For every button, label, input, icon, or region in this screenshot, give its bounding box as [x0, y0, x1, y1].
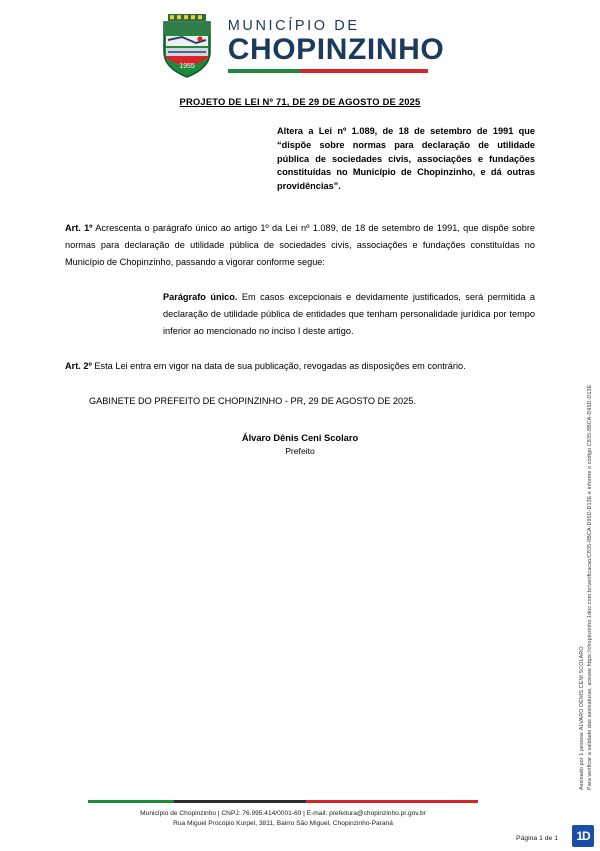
article-2-paragraph	[65, 358, 535, 375]
footer-line-1: Município de Chopinzinho | CNPJ: 76.995.414/0001-60 | E-mail: prefeitura@chopinzinho.pr.gov.br	[140, 809, 426, 817]
validation-signers-line: Assinado por 1 pessoa: ALVARO DÊNIS CENI SCOLARO	[579, 646, 585, 790]
signature-block	[65, 432, 535, 457]
page-title: PROJETO DE LEI Nº 71, DE 29 DE AGOSTO DE 2025	[179, 96, 421, 107]
brand-line-1: MUNICÍPIO DE	[227, 17, 360, 34]
signer-name: Álvaro Dênis Ceni Scolaro	[241, 433, 359, 444]
svg-text:1955: 1955	[178, 63, 195, 70]
article-1-text: Acrescenta o parágrafo único ao artigo 1º da Lei nº 1.089, de 18 de setembro de 1991, que dispõe sobre normas para declaração de utilidade pública de sociedades civis, associações e fundações constituídas no Município de Chopinzinho, passando a vigorar conforme segue:	[65, 222, 535, 268]
footer-rule	[88, 800, 478, 803]
document-preamble: Altera a Lei nº 1.089, de 18 de setembro de 1991 que “dispõe sobre normas para declaração de utilidade pública de sociedades civis, associações e fundações constituídas no Município de Chopinzinho, e dá outras providências”.	[277, 126, 535, 192]
page-number: Página 1 de 1	[516, 835, 558, 842]
closing-line: GABINETE DO PREFEITO DE CHOPINZINHO - PR, 29 DE AGOSTO DE 2025.	[89, 396, 416, 407]
article-1-label: Art. 1º	[65, 222, 93, 233]
signature-validation-strip	[566, 0, 600, 851]
document-header	[0, 0, 600, 80]
sole-paragraph-text: Em casos excepcionais e devidamente justificados, será permitida a declaração de utilidade pública de entidades que tenham personalidade jurídica por tempo inferior ao mencionado no inciso I deste artigo.	[163, 292, 536, 337]
brand-line-2: CHOPINZINHO	[227, 33, 445, 67]
brand-rule	[228, 69, 428, 73]
signer-role: Prefeito	[285, 446, 315, 457]
municipal-coat-of-arms-icon	[156, 12, 218, 80]
brand-block	[228, 19, 445, 74]
document-body	[65, 80, 535, 457]
article-1-paragraph	[65, 220, 535, 271]
document-footer	[0, 800, 566, 829]
footer-line-2: Rua Miguel Procópio Kurpel, 3811, Bairro São Miguel, Chopinzinho-Paraná	[173, 819, 393, 827]
sole-paragraph	[163, 289, 535, 340]
sole-paragraph-label: Parágrafo único.	[163, 292, 238, 303]
onedoc-logo-icon: 1D	[572, 825, 594, 847]
validation-url-line: Para verificar a validade das assinaturas, acesse https://chopinzinho.1doc.com.br/verificacao/C835-8BCA-D95D-D13E e informe o código C835-8BCA-D95D-D13E	[587, 384, 593, 790]
article-2-text: Esta Lei entra em vigor na data de sua publicação, revogadas as disposições em contrário.	[91, 361, 466, 372]
article-2-label: Art. 2º	[65, 361, 92, 372]
